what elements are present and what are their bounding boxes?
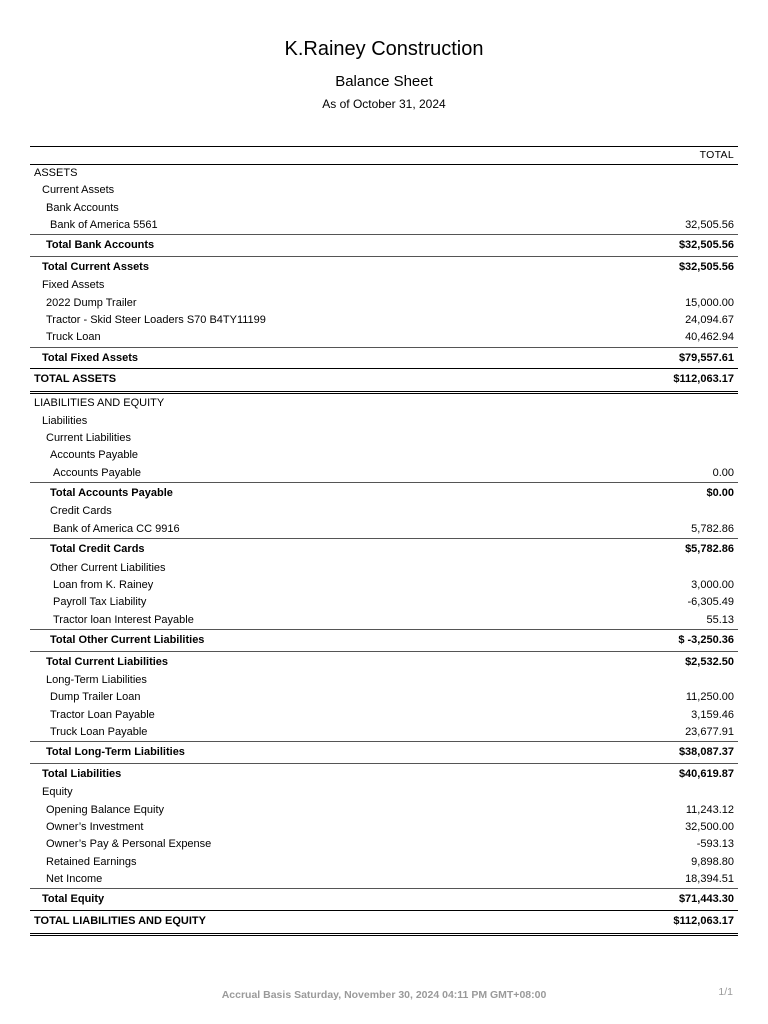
total-row: [30, 234, 738, 256]
row-label: Bank Accounts: [46, 201, 119, 214]
row-amount: $0.00: [706, 486, 734, 499]
total-row: [30, 888, 738, 910]
table-row: [30, 503, 738, 520]
row-amount: 15,000.00: [685, 296, 734, 309]
table-row: [30, 521, 738, 538]
table-row: [30, 182, 738, 199]
row-amount: $112,063.17: [673, 914, 734, 927]
row-amount: $5,782.86: [685, 543, 734, 556]
row-label: Current Liabilities: [46, 431, 131, 444]
row-amount: $38,087.37: [678, 746, 734, 759]
row-label: ASSETS: [34, 167, 78, 179]
table-row: [30, 819, 738, 836]
report-date: As of October 31, 2024: [322, 97, 446, 111]
row-label: Total Current Liabilities: [46, 655, 169, 668]
row-label: Total Accounts Payable: [50, 486, 173, 499]
row-label: Long-Term Liabilities: [46, 674, 147, 687]
table-row: [30, 430, 738, 447]
row-amount: 9,898.80: [691, 855, 734, 868]
table-row: [30, 707, 738, 724]
row-amount: $71,443.30: [678, 893, 734, 906]
table-body: [30, 165, 738, 936]
row-label: Owner’s Pay & Personal Expense: [46, 838, 212, 851]
table-row: [30, 200, 738, 217]
total-row: [30, 256, 738, 278]
total-row: [30, 763, 738, 785]
row-label: Opening Balance Equity: [46, 803, 165, 816]
report-footer: Accrual Basis Saturday, November 30, 2024 04:11 PM GMT+08:00: [221, 989, 547, 1001]
report-title: Balance Sheet: [335, 73, 433, 90]
row-amount: $32,505.56: [678, 260, 734, 273]
row-amount: 55.13: [706, 613, 734, 626]
table-row: [30, 577, 738, 594]
table-row: [30, 784, 738, 801]
total-row: [30, 538, 738, 560]
table-row: [30, 329, 738, 346]
table-row: [30, 312, 738, 329]
row-amount: 0.00: [712, 466, 734, 479]
table-row: [30, 217, 738, 234]
row-amount: $112,063.17: [673, 373, 734, 386]
total-row: [30, 482, 738, 504]
row-label: TOTAL LIABILITIES AND EQUITY: [34, 914, 206, 927]
row-label: Equity: [42, 786, 73, 799]
row-amount: 32,505.56: [685, 219, 734, 232]
row-label: Current Assets: [42, 184, 115, 197]
row-label: Total Equity: [42, 893, 105, 906]
row-label: TOTAL ASSETS: [34, 373, 117, 386]
row-amount: 5,782.86: [691, 522, 734, 535]
row-label: Total Other Current Liabilities: [50, 634, 205, 647]
row-label: Dump Trailer Loan: [50, 691, 141, 704]
table-row: [30, 689, 738, 706]
total-row: [30, 347, 738, 369]
row-amount: -6,305.49: [687, 596, 734, 609]
row-label: Retained Earnings: [46, 855, 137, 868]
total-row: [30, 741, 738, 763]
row-label: LIABILITIES AND EQUITY: [34, 397, 165, 410]
row-amount: $32,505.56: [678, 239, 734, 252]
column-header-total: TOTAL: [30, 147, 738, 165]
row-label: Total Fixed Assets: [42, 351, 138, 364]
row-label: Bank of America 5561: [50, 219, 158, 232]
row-label: Accounts Payable: [53, 466, 142, 479]
table-row: [30, 560, 738, 577]
row-label: Total Liabilities: [42, 767, 122, 780]
table-row: [30, 594, 738, 611]
company-name: K.Rainey Construction: [284, 38, 484, 60]
row-amount: 3,159.46: [691, 708, 734, 721]
row-label: Total Bank Accounts: [46, 239, 155, 252]
row-label: Bank of America CC 9916: [53, 522, 180, 535]
row-label: Fixed Assets: [42, 279, 105, 292]
row-label: Tractor Loan Payable: [50, 708, 155, 721]
row-amount: $79,557.61: [678, 351, 734, 364]
row-amount: 32,500.00: [685, 821, 734, 834]
row-label: Total Long-Term Liabilities: [46, 746, 185, 759]
row-label: Net Income: [46, 873, 103, 886]
table-row: [30, 724, 738, 741]
row-label: Truck Loan Payable: [50, 726, 148, 739]
row-label: Total Credit Cards: [50, 543, 145, 556]
row-amount: 11,243.12: [685, 803, 734, 816]
row-amount: 3,000.00: [691, 579, 734, 591]
total-row: [30, 651, 738, 673]
row-label: Liabilities: [42, 414, 88, 427]
balance-sheet-table: [30, 146, 738, 937]
row-amount: 23,677.91: [685, 726, 734, 739]
row-amount: $40,619.87: [678, 767, 734, 780]
section-row: [30, 165, 738, 182]
total-row: [30, 368, 738, 394]
row-amount: 24,094.67: [685, 314, 734, 327]
row-label: Accounts Payable: [50, 449, 139, 462]
row-amount: 11,250.00: [685, 691, 734, 704]
row-label: Credit Cards: [50, 505, 112, 518]
row-amount: 18,394.51: [685, 873, 734, 886]
section-row: [30, 395, 738, 412]
page-number: 1/1: [718, 986, 733, 998]
total-row: [30, 629, 738, 651]
row-label: 2022 Dump Trailer: [46, 296, 137, 309]
table-row: [30, 295, 738, 312]
table-row: [30, 413, 738, 430]
table-row: [30, 672, 738, 689]
table-row: [30, 854, 738, 871]
row-label: Other Current Liabilities: [50, 561, 166, 574]
row-label: Payroll Tax Liability: [53, 596, 147, 609]
row-label: Truck Loan: [46, 331, 101, 344]
table-row: [30, 447, 738, 464]
table-row: [30, 465, 738, 482]
table-row: [30, 802, 738, 819]
row-label: Total Current Assets: [42, 260, 149, 273]
table-row: [30, 612, 738, 629]
table-row: [30, 277, 738, 294]
row-amount: -593.13: [696, 838, 734, 851]
row-amount: $2,532.50: [685, 655, 734, 668]
table-row: [30, 836, 738, 853]
table-row: [30, 871, 738, 888]
row-label: Tractor loan Interest Payable: [53, 613, 194, 626]
row-label: Owner’s Investment: [46, 821, 144, 834]
row-label: Loan from K. Rainey: [53, 579, 154, 591]
row-amount: $ -3,250.36: [678, 634, 734, 647]
row-amount: 40,462.94: [685, 331, 734, 344]
row-label: Tractor - Skid Steer Loaders S70 B4TY11199: [46, 314, 266, 327]
total-row: [30, 910, 738, 936]
